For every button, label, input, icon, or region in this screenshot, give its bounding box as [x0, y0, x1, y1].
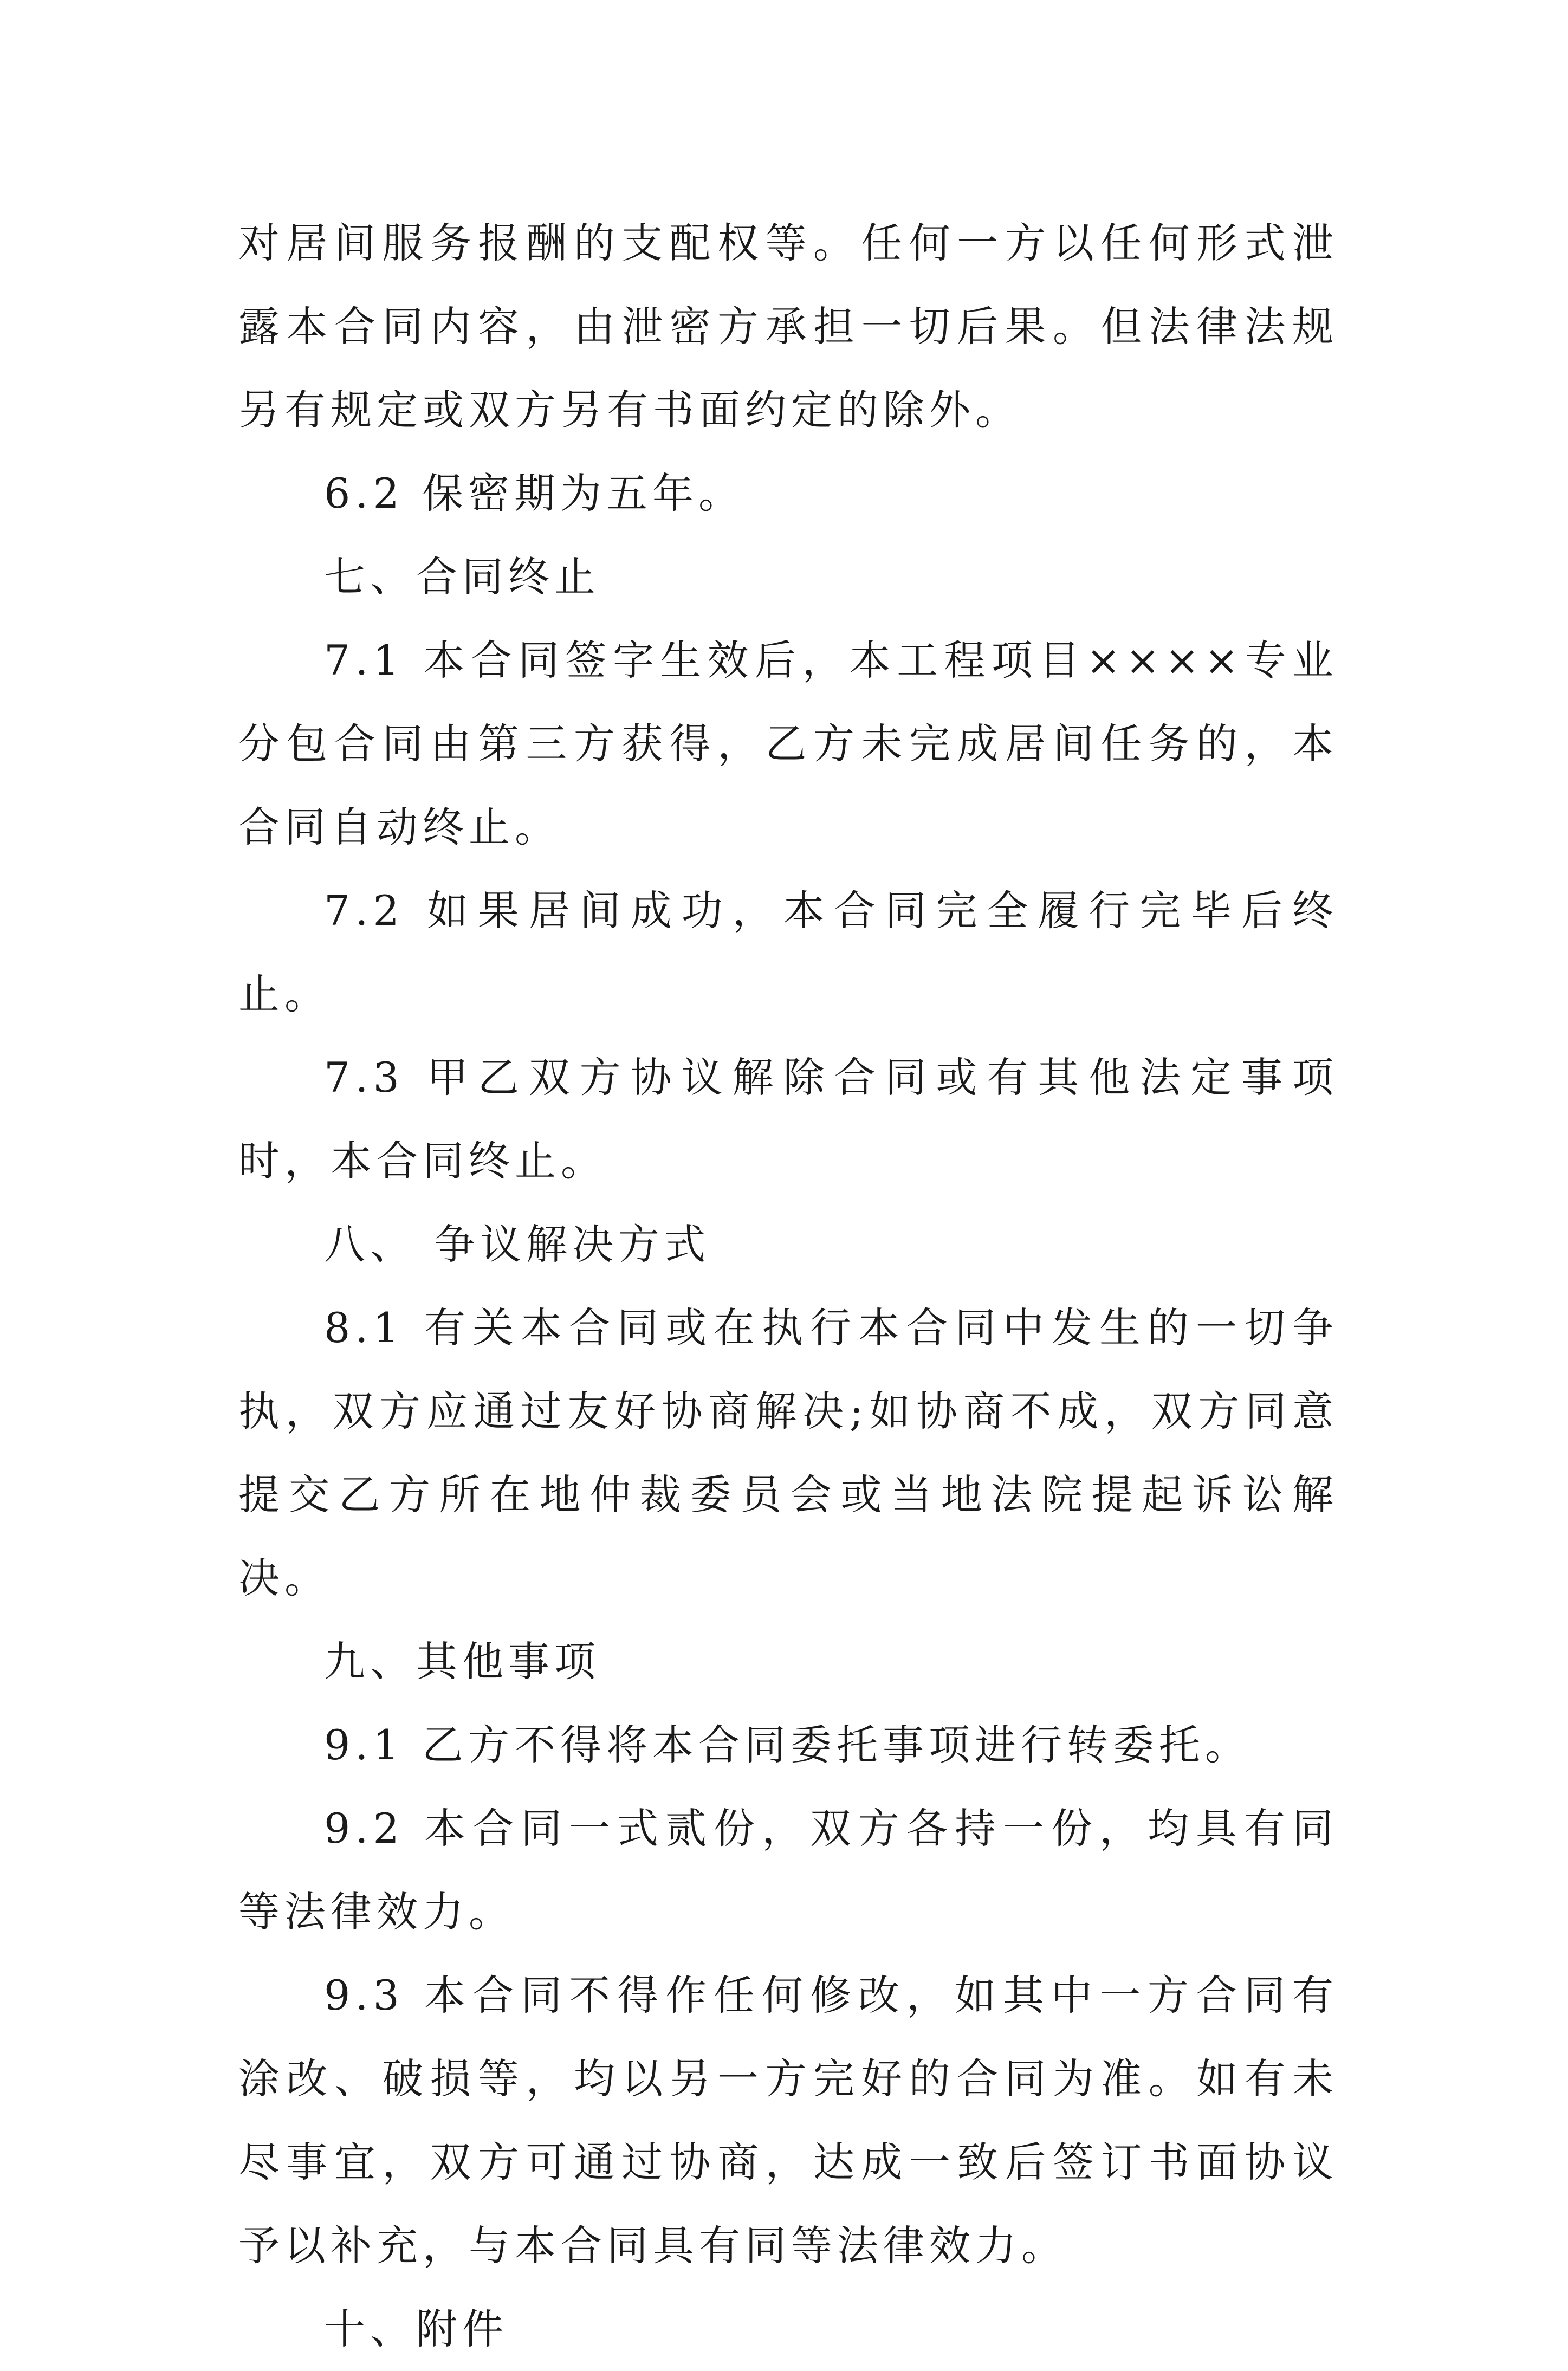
- clause-7-2: 7.2 如果居间成功，本合同完全履行完毕后终止。: [238, 886, 1338, 1018]
- clause-9-3: 9.3 本合同不得作任何修改，如其中一方合同有涂改、破损等，均以另一方完好的合同为准。如有未尽事宜，双方可通过协商，达成一致后签订书面协议予以补充，与本合同具有同等法律效力。: [238, 1971, 1338, 2270]
- clause-9-2: 9.2 本合同一式贰份，双方各持一份，均具有同等法律效力。: [238, 1804, 1338, 1936]
- paragraph-confidentiality-continued: 对居间服务报酬的支配权等。任何一方以任何形式泄露本合同内容，由泄密方承担一切后果。但法律法规另有规定或双方另有书面约定的除外。: [238, 219, 1338, 434]
- section-heading-other-matters: 九、其他事项: [324, 1637, 600, 1686]
- clause-8-1: 8.1 有关本合同或在执行本合同中发生的一切争执，双方应通过友好协商解决;如协商不成，双方同意提交乙方所在地仲裁委员会或当地法院提起诉讼解决。: [238, 1304, 1338, 1602]
- section-heading-dispute-resolution: 八、 争议解决方式: [324, 1220, 711, 1268]
- clause-7-1: 7.1 本合同签字生效后，本工程项目××××专业分包合同由第三方获得，乙方未完成居间任务的，本合同自动终止。: [238, 636, 1338, 851]
- document-body: [238, 202, 1338, 2371]
- clause-6-2: 6.2 保密期为五年。: [324, 469, 745, 517]
- section-heading-termination: 七、合同终止: [324, 553, 600, 601]
- clause-7-3: 7.3 甲乙双方协议解除合同或有其他法定事项时，本合同终止。: [238, 1053, 1338, 1185]
- section-heading-attachments: 十、附件: [324, 2305, 508, 2353]
- clause-9-1: 9.1 乙方不得将本合同委托事项进行转委托。: [324, 1721, 1252, 1769]
